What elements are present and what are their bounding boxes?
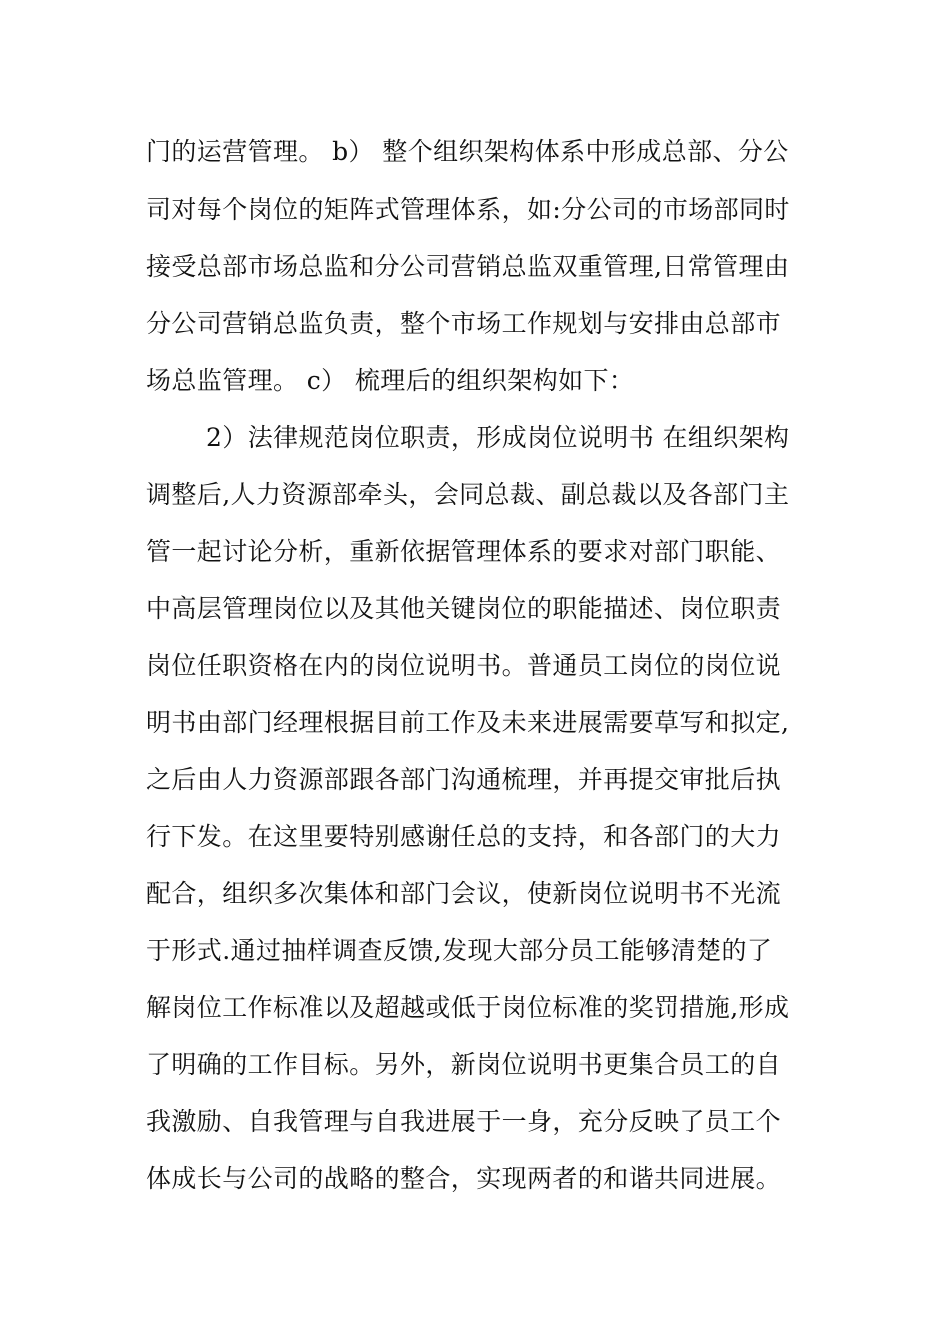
text-line: 司对每个岗位的矩阵式管理体系，如:分公司的市场部同时 (146, 195, 790, 224)
text-line: 接受总部市场总监和分公司营销总监双重管理,日常管理由 (146, 252, 790, 281)
text-line: 我激励、自我管理与自我进展于一身，充分反映了员工个 (146, 1107, 782, 1136)
text-line: 2）法律规范岗位职责，形成岗位说明书 在组织架构 (206, 423, 790, 452)
text-line: 配合，组织多次集体和部门会议，使新岗位说明书不光流 (146, 879, 782, 908)
text-line: 岗位任职资格在内的岗位说明书。普通员工岗位的岗位说 (146, 651, 782, 680)
text-line: 分公司营销总监负责，整个市场工作规划与安排由总部市 (146, 309, 782, 338)
text-line: 中高层管理岗位以及其他关键岗位的职能描述、岗位职责 (146, 594, 782, 623)
text-line: 了明确的工作目标。另外，新岗位说明书更集合员工的自 (146, 1050, 782, 1079)
text-line: 调整后,人力资源部牵头，会同总裁、副总裁以及各部门主 (146, 480, 790, 509)
text-line: 行下发。在这里要特别感谢任总的支持，和各部门的大力 (146, 822, 782, 851)
text-line: 门的运营管理。 b） 整个组织架构体系中形成总部、分公 (146, 137, 789, 166)
text-line: 管一起讨论分析，重新依据管理体系的要求对部门职能、 (146, 537, 782, 566)
text-line: 明书由部门经理根据目前工作及未来进展需要草写和拟定, (146, 708, 790, 737)
text-line: 场总监管理。 c） 梳理后的组织架构如下： (146, 366, 635, 395)
text-line: 之后由人力资源部跟各部门沟通梳理，并再提交审批后执 (146, 765, 782, 794)
text-line: 体成长与公司的战略的整合，实现两者的和谐共同进展。 (146, 1164, 782, 1193)
text-line: 于形式.通过抽样调查反馈,发现大部分员工能够清楚的了 (146, 936, 773, 965)
text-line: 解岗位工作标准以及超越或低于岗位标准的奖罚措施,形成 (146, 993, 790, 1022)
